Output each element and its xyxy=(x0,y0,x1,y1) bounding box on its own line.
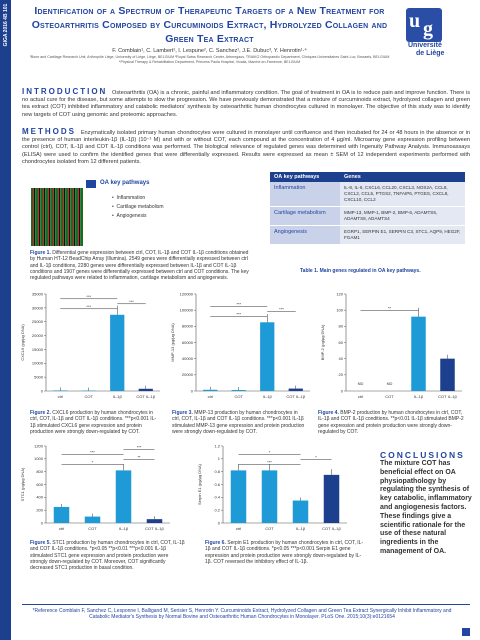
affiliations: ¹Bone and Cartilage Research Unit, Arthropôle Liège, University of Liège, Liège, BELGIUM ²Royal Swiss Research Center, Arbmegaus, TRAIKO Orthopaedic Department, Cliniques Universitaires Saint-Luc, Brussels, BELGIUM ⁴Physical Therapy & Rehabilitation Department, Princess Paola Hospital, Vivalia, Marche-en-Famenne, BELGIUM xyxy=(29,55,390,64)
y-tick-label: 0.4 xyxy=(214,494,220,500)
authors: F. Comblain¹, C. Lambert¹, I. Lespune², C. Sanchez¹, J.E. Dubuc³, Y. Henrotin¹·⁴ xyxy=(112,48,307,54)
y-tick-label: 10000 xyxy=(31,360,43,366)
y-tick-label: 20000 xyxy=(181,372,193,378)
figure2-caption: Figure 2. CXCL6 production by human chondrocytes in ctrl, COT, IL-1β and COT IL-1β conditions. ***p<0.001 IL-1β stimulated CXCL6 gene expression and protein production were strongly down-regulated by COT. xyxy=(30,410,157,435)
x-tick-label: COT xyxy=(234,394,243,399)
y-tick-label: 1.2 xyxy=(214,443,220,449)
y-tick-label: 15000 xyxy=(31,346,43,352)
table1-caption: Table 1. Main genes regulated in OA key pathways. xyxy=(300,268,421,274)
bar-ctrl xyxy=(203,390,217,391)
bar-ctrl xyxy=(231,470,247,523)
x-tick-label: ctrl xyxy=(58,526,65,531)
y-tick-label: 100000 xyxy=(179,307,193,313)
significance-label: *** xyxy=(279,306,284,312)
key-pathways-table xyxy=(270,172,465,245)
significance-label: * xyxy=(268,449,271,455)
bar-ctrl xyxy=(54,507,70,523)
y-tick-label: 20 xyxy=(338,372,343,378)
y-axis-label: STC1 (pg/µg DNA) xyxy=(20,467,25,502)
bar-cot-il-1- xyxy=(440,359,455,391)
x-tick-label: IL-1β xyxy=(295,526,306,531)
x-tick-label: ctrl xyxy=(235,526,242,531)
x-tick-label: COT IL-1β xyxy=(438,394,457,399)
x-tick-label: IL-1β xyxy=(262,394,272,399)
significance-label: ** xyxy=(387,305,392,311)
bar-cot-il-1- xyxy=(324,475,340,523)
microarray-heatmap xyxy=(31,188,83,246)
y-tick-label: 40000 xyxy=(181,356,193,362)
footer-divider xyxy=(22,604,470,605)
x-tick-label: COT xyxy=(265,526,274,531)
poster-header xyxy=(22,4,397,64)
y-tick-label: 0 xyxy=(190,388,193,394)
y-tick-label: 0 xyxy=(340,388,343,394)
figure3-caption: Figure 3. MMP-13 production by human chondrocytes in ctrl, COT, IL-1β and COT IL-1β conditions. ***p<0.001 IL-1β stimulated MMP-13 gene expression and protein production were strongly down-regulated by COT. xyxy=(172,410,305,435)
y-axis-label: CXCL6 (pg/µg DNA) xyxy=(20,324,25,361)
bar-il-1- xyxy=(116,470,132,523)
conclusions-text: The mixture COT has beneficial effect on OA physiopathology by regulating the synthesis of key catabolic, inflammatory and angiogenesis factors. These findings give a scientific rationale for the use of these natural ingredients in the management of OA. xyxy=(380,460,472,555)
poster-title: Identification of a Spectrum of Therapeutic Targets of a New Treatment for Osteoarthritis Composed by Curcuminoids Extract, Hydrolyzed Collagen and Green Tea Extract xyxy=(31,5,388,45)
conclusions-section xyxy=(380,450,472,557)
y-tick-label: 5000 xyxy=(34,374,43,380)
nd-label: ND xyxy=(386,381,393,386)
bar-cot-il-1- xyxy=(147,519,163,523)
x-tick-label: COT IL-1β xyxy=(136,394,156,399)
pathway-icon xyxy=(86,180,96,188)
bar-cot-il-1- xyxy=(289,389,303,391)
bar-cot xyxy=(85,517,101,523)
list-item: • Cartilage metabolism xyxy=(112,204,164,210)
nd-label: ND xyxy=(357,381,364,386)
figure4-caption: Figure 4. BMP-2 production by human chondrocytes in ctrl, COT, IL-1β and COT IL-1β conditions. **p<0.01 IL-1β stimulated BMP-2 gene expression and protein production were strongly down-regulated by COT. xyxy=(318,410,464,435)
ulg-logo-icon: u g xyxy=(406,8,442,42)
cxcl6-chart xyxy=(18,280,168,405)
list-item: • Angiogenesis xyxy=(112,213,147,219)
figure6-caption: Figure 6. Serpin E1 production by human chondrocytes in ctrl, COT, IL-1β and COT IL-1β conditions. *p<0.05 ***p<0.001 Serpin E1 gene expression and protein production were strongly down-regulated by IL-1β. COT reversed the inhibitory effect of IL-1β. xyxy=(205,540,364,565)
x-tick-label: ctrl xyxy=(57,394,63,399)
bmp2-chart xyxy=(318,280,470,405)
y-tick-label: 400 xyxy=(36,494,43,500)
bar-il-1- xyxy=(260,322,274,391)
methods-section xyxy=(22,128,470,166)
x-tick-label: COT xyxy=(385,394,394,399)
bar-il-1- xyxy=(110,315,124,391)
university-logo xyxy=(400,6,472,64)
y-tick-label: 60 xyxy=(338,339,343,345)
y-tick-label: 0 xyxy=(40,520,43,526)
x-tick-label: IL-1β xyxy=(112,394,122,399)
y-axis-label: BMP-2 (pg/µg DNA) xyxy=(320,324,325,361)
introduction-heading: INTRODUCTION xyxy=(22,87,108,96)
bar-il-1- xyxy=(293,501,309,523)
y-tick-label: 80000 xyxy=(181,323,193,329)
significance-label: *** xyxy=(267,459,272,465)
significance-label: *** xyxy=(236,301,242,307)
significance-label: *** xyxy=(90,449,95,455)
significance-label: *** xyxy=(86,293,92,299)
y-tick-label: 0.2 xyxy=(214,507,220,513)
reference-footer: *Reference Comblain F, Sanchez C, Lesponne I, Balligand M, Serisier S, Henrotin Y. Curcuminoids Extract, Hydrolyzed Collagen and Green Tea Extract Synergically Inhibit Inflammatory and Catabolic Mediator's Synthesis by Normal Bovine and Osteoarthritic Human Chondrocytes in Monolayer. PLoS One. 2015;10(3):e0121654 xyxy=(32,608,452,621)
sidebar-band xyxy=(0,0,11,640)
y-tick-label: 800 xyxy=(36,469,43,475)
y-axis-label: Serpin E1 (pg/µg DNA) xyxy=(197,464,202,505)
y-tick-label: 25000 xyxy=(31,319,43,325)
x-tick-label: ctrl xyxy=(207,394,213,399)
table-row: Inflammation IL-8, IL-6, CXCL6, CCL20, CXCL3, NOS2A, CCL8, CXCL2, CCL5, PTGS2, TNFAIP6, PTGES, CXCL8, CXCL10, CCL2 xyxy=(270,182,465,207)
x-tick-label: COT IL-1β xyxy=(322,526,341,531)
y-tick-label: 0.6 xyxy=(214,481,220,487)
y-tick-label: 0 xyxy=(40,388,43,394)
y-tick-label: 100 xyxy=(336,307,343,313)
stc1-chart xyxy=(18,432,178,537)
x-tick-label: COT IL-1β xyxy=(286,394,306,399)
bar-cot xyxy=(232,390,246,391)
methods-text: Enzymatically isolated primary human chondrocytes were cultured in monolayer until confluence and then incubated for 24 or 48 hours in the absence or in the presence of human interleukin-1β (IL-1β) (10⁻¹ M) and with or without COT, each compound at the concentration of 4 µg/ml. Microarray gene expression profiling between control (ctrl), COT, IL-1β and COT IL-1β conditions was performed. The biological relevance of regulated genes was determined with Ingenuity Pathway Analysis. Immunoassays (ELISA) were used to confirm the identified genes that were differentially expressed. Results were expressed as mean ± SEM of 12 independent experiments performed with chondrocytes isolated from 12 different patients. xyxy=(22,130,470,165)
list-item: • Inflammation xyxy=(112,195,146,201)
y-axis-label: MMP-13 (pg/µg DNA) xyxy=(170,323,175,362)
table-row: Angiogenesis EGRP1, SERPIN E1, SERPIN C3, STC1, AQP9, HEG2F, FGAM1 xyxy=(270,226,465,245)
mmp13-chart xyxy=(168,280,318,405)
corner-mark xyxy=(462,628,470,636)
bar-il-1- xyxy=(411,317,426,391)
serpine1-chart xyxy=(195,432,355,537)
y-tick-label: 1 xyxy=(217,456,220,462)
sidebar-label: GIGA 2016 4B 101 xyxy=(3,3,9,47)
x-tick-label: COT IL-1β xyxy=(145,526,164,531)
figure1-caption: Figure 1. Differential gene expression between ctrl, COT, IL-1β and COT IL-1β conditions obtained by Human HT-12 BeadChip Array (Illumina). 2549 genes were differentially expressed between ctrl and IL-1β conditions, 2280 genes were differentially expressed between IL-1β and COT IL-1β conditions and 1907 genes were differentially expressed between ctrl and COT conditions. The key regulated pathways were related to inflammation, cartilage metabolism and angiogenesis. xyxy=(30,250,249,282)
bar-cot xyxy=(262,470,278,523)
y-tick-label: 600 xyxy=(36,481,43,487)
significance-label: *** xyxy=(136,444,142,450)
x-tick-label: COT xyxy=(84,394,93,399)
y-tick-label: 1200 xyxy=(34,443,43,449)
bar-cot-il-1- xyxy=(139,389,153,391)
x-tick-label: COT xyxy=(88,526,97,531)
significance-label: *** xyxy=(86,303,92,309)
y-tick-label: 35000 xyxy=(31,291,43,297)
y-tick-label: 40 xyxy=(338,356,343,362)
y-tick-label: 120000 xyxy=(179,291,193,297)
y-tick-label: 60000 xyxy=(181,339,193,345)
significance-label: *** xyxy=(236,311,242,317)
y-tick-label: 0 xyxy=(217,520,220,526)
introduction-section xyxy=(22,88,470,119)
bar-ctrl xyxy=(53,390,67,391)
methods-heading: METHODS xyxy=(22,127,76,136)
figure5-caption: Figure 5. STC1 production by human chondrocytes in ctrl, COT, IL-1β and COT IL-1β conditions. *p<0.05 **p<0.01 ***p<0.001 IL-1β stimulated STC1 gene expression and protein production were strongly down-regulated by COT. Moreover, COT significantly decreased STC1 production in basal condition. xyxy=(30,540,185,572)
y-tick-label: 0.8 xyxy=(214,469,220,475)
table-row: Cartilage metabolism MMP-13, MMP-1, BMP-2, BMP-6, ADAMTS5, ADAMTS8, ADAMTS4 xyxy=(270,207,465,226)
key-pathways-title: OA key pathways xyxy=(100,180,150,186)
y-tick-label: 200 xyxy=(36,507,43,513)
y-tick-label: 120 xyxy=(336,291,343,297)
y-tick-label: 80 xyxy=(338,323,343,329)
significance-label: *** xyxy=(129,298,134,304)
significance-label: ** xyxy=(137,454,141,460)
key-pathways-list xyxy=(112,194,164,221)
conclusions-heading: CONCLUSIONS xyxy=(380,450,465,460)
significance-label: * xyxy=(315,454,317,460)
significance-label: * xyxy=(91,459,94,465)
table-header: Genes xyxy=(340,172,465,182)
y-tick-label: 30000 xyxy=(31,305,43,311)
x-tick-label: IL-1β xyxy=(118,526,129,531)
y-tick-label: 20000 xyxy=(31,332,43,338)
y-tick-label: 1000 xyxy=(34,456,43,462)
x-tick-label: ctrl xyxy=(357,394,364,399)
table-header: OA key pathways xyxy=(270,172,340,182)
x-tick-label: IL-1β xyxy=(413,394,424,399)
introduction-text: Osteoarthritis (OA) is a chronic, painful and inflammatory condition. The goal of treatment in OA is to reduce pain and improve function. There is no actual cure for the disease, but some attempts to slow the progression. We have previously demonstrated that a mixture of curcuminoids extract, hydrolyzed collagen and green tea extract (COT) inhibited inflammatory and catabolic mediators' synthesis by osteoarthritic human chondrocytes cultured in monolayer. The objective of this study was to identify new targets of COT using genomic and proteomic approaches. xyxy=(22,90,470,118)
university-name: Université de Liège xyxy=(408,42,445,57)
